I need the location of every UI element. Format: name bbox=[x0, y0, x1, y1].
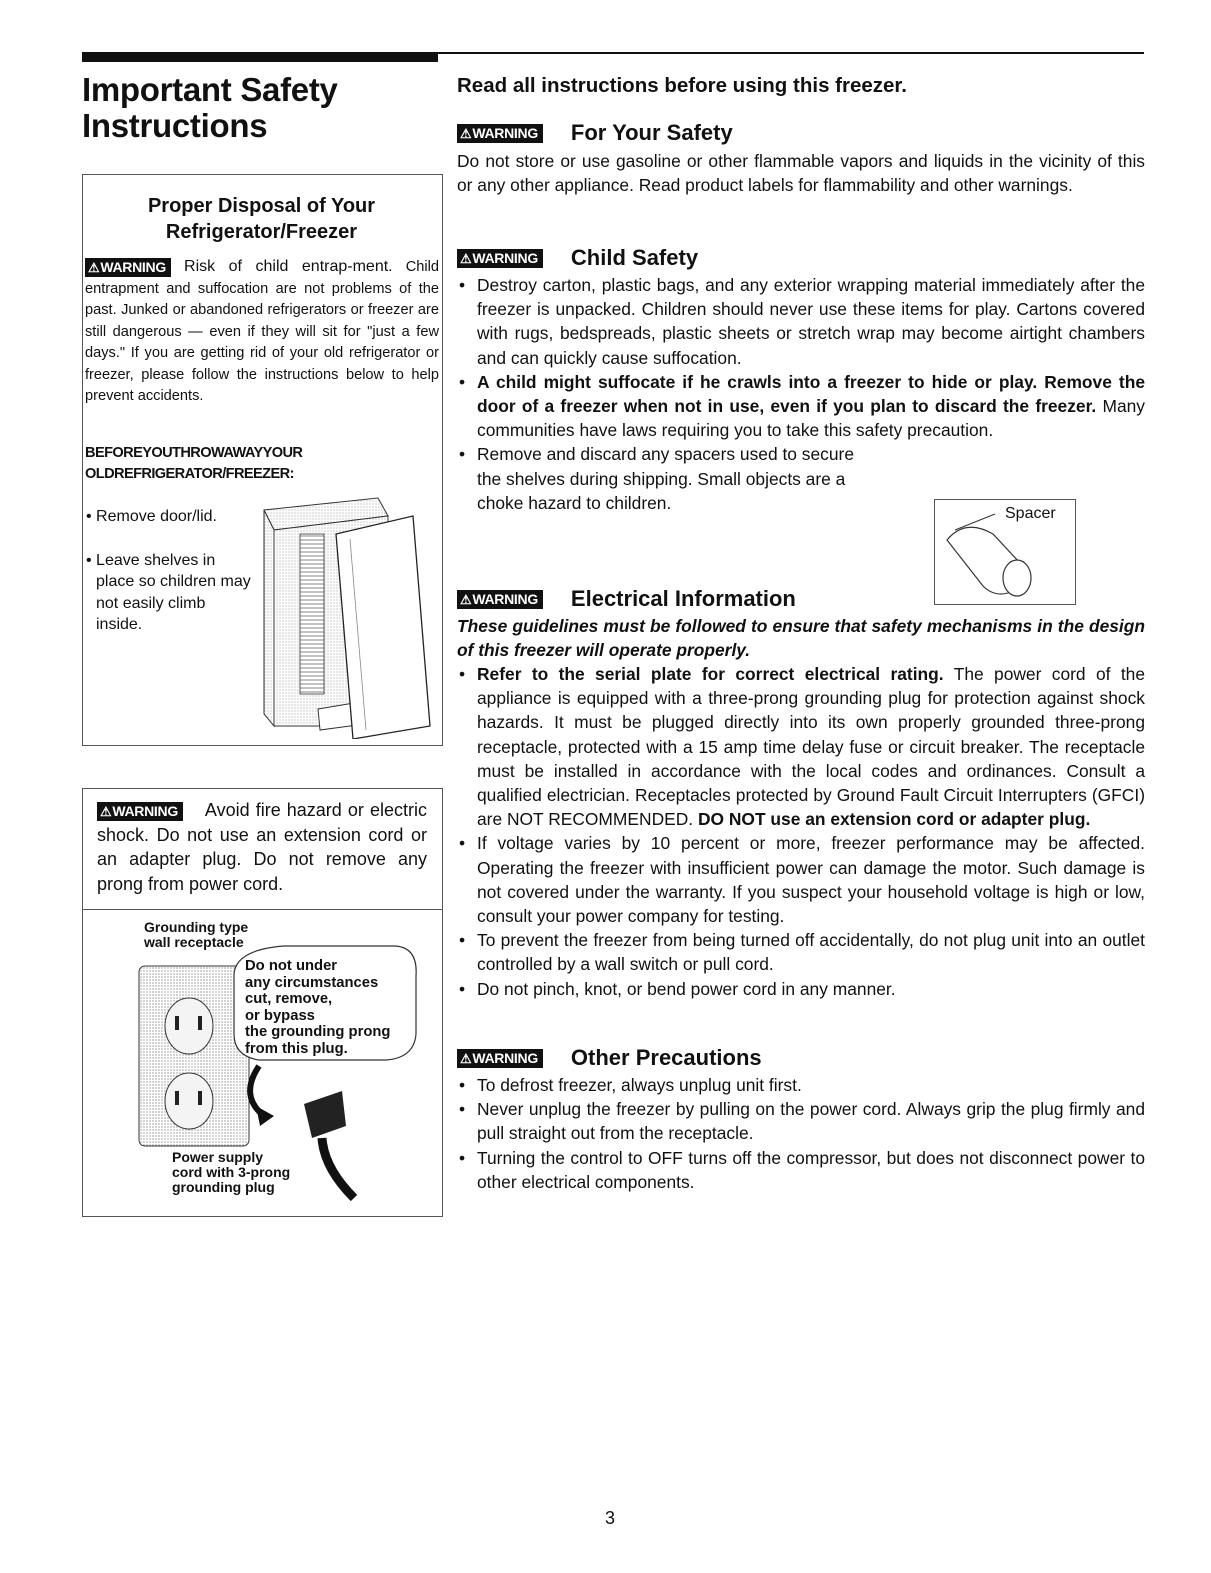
warning-triangle-icon: ⚠ bbox=[460, 1050, 472, 1066]
section-for-your-safety bbox=[457, 120, 733, 146]
child-safety-list bbox=[457, 273, 1145, 515]
page-title-line2: Instructions bbox=[82, 107, 268, 144]
header-rule-thick bbox=[82, 52, 438, 62]
disposal-body-text: Child entrapment and suffocation are not problems of the past. Junked or abandoned refrigerators or freezer are still dangerous — even if they will sit for "just a few days." If you are getting rid of your old refrigerator or freezer, please follow the instructions below to help prevent accidents. bbox=[85, 259, 440, 404]
section-title: Child Safety bbox=[570, 245, 699, 270]
warning-triangle-icon: ⚠ bbox=[88, 259, 100, 275]
section-other-precautions bbox=[457, 1045, 762, 1071]
disposal-caps-line2: OLDREFRIGERATOR/FREEZER: bbox=[85, 466, 294, 482]
list-item: • Remove door/lid. bbox=[86, 508, 217, 525]
outlet-warning: Do not under any circumstances cut, remove, or bypass the grounding prong from this plug. bbox=[245, 958, 391, 1057]
warning-badge: ⚠WARNING bbox=[457, 249, 543, 268]
section-title: Other Precautions bbox=[570, 1045, 762, 1070]
freezer-illustration bbox=[258, 494, 438, 739]
warning-badge: ⚠WARNING bbox=[97, 802, 183, 821]
other-precautions-list bbox=[457, 1073, 1145, 1194]
fire-hazard-text: ⚠WARNING Avoid fire hazard or electric shock. Do not use an extension cord or an adapter plug. Do not remove any prong from power cord. bbox=[97, 800, 427, 894]
warning-badge: ⚠WARNING bbox=[457, 590, 543, 609]
section-title: Electrical Information bbox=[570, 586, 796, 611]
header-rule-thin bbox=[438, 52, 1144, 54]
warning-badge: ⚠WARNING bbox=[457, 124, 543, 143]
disposal-caps bbox=[85, 443, 439, 485]
plug-label: Power supply cord with 3-prong grounding plug bbox=[172, 1149, 291, 1195]
list-item: • If voltage varies by 10 percent or more, freezer performance may be affected. Operating the freezer with insufficient power can damage the motor. Such damage is not covered under the warranty. If you suspect your household voltage is high or low, consult your power company for testing. bbox=[457, 831, 1145, 928]
list-item: • Refer to the serial plate for correct electrical rating. The power cord of the appliance is equipped with a three-prong grounding plug for protection against shock hazards. It must be plugged directly into its own properly grounded three-prong receptacle, protected with a 15 amp time delay fuse or circuit breaker. The receptacle must be installed in accordance with the local codes and ordinances. Consult a qualified electrician. Receptacles protected by Ground Fault Circuit Interrupters (GFCI) are NOT RECOMMENDED. DO NOT use an extension cord or adapter plug. bbox=[457, 662, 1145, 831]
page-title-line1: Important Safety bbox=[82, 71, 338, 108]
disposal-title-line2: Refrigerator/Freezer bbox=[165, 221, 358, 243]
disposal-box-title bbox=[100, 193, 423, 245]
list-item: • A child might suffocate if he crawls into a freezer to hide or play. Remove the door of a freezer when not in use, even if you plan to discard the freezer. Many communities have laws requiring you to take this safety precaution. bbox=[457, 370, 1145, 443]
list-item: • To defrost freezer, always unplug unit first. bbox=[457, 1073, 1145, 1097]
section-electrical bbox=[457, 586, 796, 612]
disposal-title-line1: Proper Disposal of Your bbox=[147, 195, 376, 217]
warning-triangle-icon: ⚠ bbox=[100, 803, 112, 819]
warning-triangle-icon: ⚠ bbox=[460, 250, 472, 266]
section-title: For Your Safety bbox=[570, 120, 733, 145]
warning-badge: ⚠WARNING bbox=[457, 1049, 543, 1068]
electrical-intro: These guidelines must be followed to ensure that safety mechanisms in the design of this freezer will operate properly. bbox=[457, 616, 1145, 661]
page-title bbox=[82, 72, 338, 144]
list-item: • Remove and discard any spacers used to secure the shelves during shipping. Small objects are a choke hazard to children. bbox=[457, 442, 1145, 515]
for-your-safety-text: Do not store or use gasoline or other flammable vapors and liquids in the vicinity of this or any other appliance. Read product labels for flammability and other warnings. bbox=[457, 151, 1145, 196]
warning-triangle-icon: ⚠ bbox=[460, 591, 472, 607]
warning-badge: ⚠WARNING bbox=[85, 258, 171, 277]
list-item: • Never unplug the freezer by pulling on the power cord. Always grip the plug firmly and pull straight out from the receptacle. bbox=[457, 1097, 1145, 1145]
list-item: • Do not pinch, knot, or bend power cord in any manner. bbox=[457, 977, 1145, 1001]
list-item: • Turning the control to OFF turns off the compressor, but does not disconnect power to other electrical components. bbox=[457, 1146, 1145, 1194]
fire-box-divider bbox=[82, 909, 443, 910]
page-number: 3 bbox=[604, 1508, 615, 1528]
disposal-caps-line1: BEFOREYOUTHROWAWAYYOUR bbox=[85, 445, 303, 461]
outlet-label: Grounding type wall receptacle bbox=[144, 919, 249, 950]
list-item: • To prevent the freezer from being turned off accidentally, do not plug unit into an outlet controlled by a wall switch or pull cord. bbox=[457, 928, 1145, 976]
section-child-safety bbox=[457, 245, 698, 271]
disposal-list bbox=[86, 506, 256, 658]
right-heading: Read all instructions before using this freezer. bbox=[457, 74, 907, 97]
disposal-body bbox=[85, 256, 439, 408]
disposal-lead: Risk of child entrap-ment. bbox=[184, 258, 393, 275]
list-item: • Leave shelves in place so children may not easily climb inside. bbox=[86, 551, 251, 633]
spacer-label: Spacer bbox=[1005, 505, 1056, 522]
warning-triangle-icon: ⚠ bbox=[460, 125, 472, 141]
electrical-list bbox=[457, 662, 1145, 1001]
list-item: • Destroy carton, plastic bags, and any exterior wrapping material immediately after the freezer is unpacked. Children should never use these items for play. Cartons covered with rugs, bedspreads, plastic sheets or stretch wrap may become airtight chambers and can quickly cause suffocation. bbox=[457, 273, 1145, 370]
